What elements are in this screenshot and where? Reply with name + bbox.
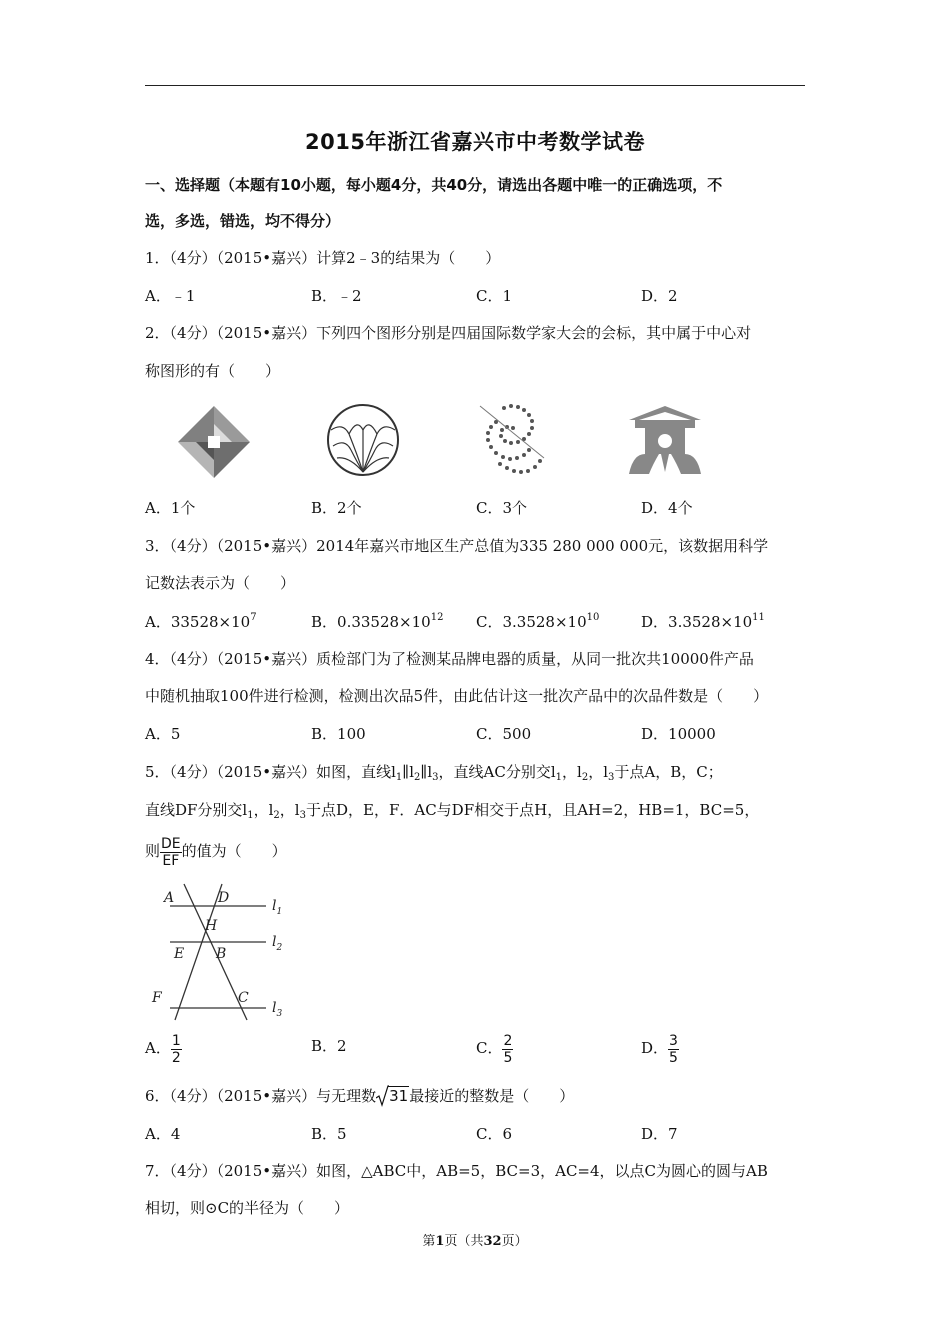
q6-stem-b: 最接近的整数是（ ）: [409, 1087, 575, 1105]
q5-stem-line1: [145, 762, 723, 782]
label-a: A: [164, 890, 175, 906]
option-fraction: [171, 1033, 182, 1066]
footer-page-number: 1: [435, 1234, 445, 1249]
sqrt-sign-icon: [376, 1085, 389, 1107]
q4-stem-line2: 中随机抽取100件进行检测，检测出次品5件，由此估计这一批次产品中的次品件数是（ ）: [145, 687, 769, 705]
q2-stem-line2: 称图形的有（ ）: [145, 362, 281, 380]
q2-option-c: C．3个: [476, 499, 528, 517]
q3-option-a-exp: 7: [250, 612, 257, 623]
radicand: 31: [389, 1087, 409, 1105]
label-d: D: [218, 890, 230, 906]
q5-stem1-d: ，直线AC分别交l: [438, 763, 556, 781]
q5-stem2-c: ，l: [279, 801, 300, 819]
q5-option-a: [145, 1030, 182, 1066]
q3-option-d: [641, 612, 765, 632]
circle-arcs-logo-icon: [323, 400, 403, 480]
fraction-denominator: 2: [171, 1049, 181, 1066]
pagoda-logo-icon: [625, 402, 705, 478]
option-label: C．: [476, 1039, 503, 1057]
q4-option-b: B．100: [311, 725, 366, 743]
label-b: B: [216, 946, 227, 962]
label-index: 2: [276, 943, 283, 953]
q3-option-a-label: A．: [145, 613, 171, 631]
footer-text: 页）: [501, 1234, 528, 1249]
q5-stem-line2: [145, 800, 759, 820]
option-fraction: [502, 1033, 513, 1066]
q5-stem3-b: 的值为（ ）: [181, 842, 287, 860]
q3-option-d-exp: 11: [752, 612, 765, 623]
q5-sub: 1: [395, 772, 403, 783]
q3-option-b-base: 0.33528×10: [337, 613, 431, 631]
option-label: A．: [145, 1039, 171, 1057]
q1-option-b: B．﹣2: [311, 287, 362, 305]
q1-option-a: A．﹣1: [145, 287, 196, 305]
fraction-numerator: 2: [503, 1032, 513, 1049]
q2-option-b: B．2个: [311, 499, 362, 517]
q4-stem-line1: 4．（4分）（2015•嘉兴）质检部门为了检测某品牌电器的质量，从同一批次共10000件产品: [145, 650, 754, 668]
q5-sub: 1: [555, 772, 562, 783]
q1-option-c: C．1: [476, 287, 513, 305]
footer-text: 第: [422, 1234, 436, 1249]
q5-stem1-g: 于点A，B，C；: [614, 763, 723, 781]
q5-sub: 2: [273, 810, 280, 821]
dotted-spiral-logo-icon: [474, 400, 554, 480]
q5-sub: 3: [432, 772, 439, 783]
q4-option-c: C．500: [476, 725, 532, 743]
q3-option-a-base: 33528×10: [170, 613, 251, 631]
q1-option-d: D．2: [641, 287, 678, 305]
q6-stem-a: 6．（4分）（2015•嘉兴）与无理数: [145, 1087, 377, 1105]
option-value: 2: [337, 1037, 347, 1055]
label-e: E: [174, 946, 185, 962]
q5-option-d: [641, 1030, 679, 1066]
option-label: B．: [311, 1037, 338, 1055]
footer-text: 页（共: [444, 1234, 484, 1249]
label-index: 3: [276, 1009, 283, 1019]
q5-stem1-a: 5．（4分）（2015•嘉兴）如图，直线l: [145, 763, 396, 781]
section-heading-line2: 选，多选，错选，均不得分）: [145, 212, 341, 230]
label-l2: [272, 934, 282, 953]
q5-stem1-c: ∥l: [420, 763, 433, 781]
label-h: H: [205, 918, 218, 934]
q3-option-b-exp: 12: [430, 612, 444, 623]
fraction-denominator: 5: [503, 1049, 513, 1066]
q6-option-d: D．7: [641, 1125, 678, 1143]
q7-stem-line1: 7．（4分）（2015•嘉兴）如图，△ABC中，AB=5，BC=3，AC=4，以点C为圆心的圆与AB: [145, 1162, 768, 1180]
q5-stem1-b: ∥l: [402, 763, 415, 781]
q6-option-a: A．4: [145, 1125, 181, 1143]
q3-option-b: [311, 612, 443, 632]
q5-stem1-f: ，l: [588, 763, 608, 781]
fraction-numerator: DE: [161, 835, 181, 852]
q5-stem1-e: ，l: [562, 763, 582, 781]
q3-option-d-base: 3.3528×10: [668, 613, 753, 631]
q2-option-d: D．4个: [641, 499, 693, 517]
q3-option-b-label: B．: [311, 613, 338, 631]
q4-option-d: D．10000: [641, 725, 716, 743]
footer-total-pages: 32: [483, 1234, 502, 1249]
q2-stem-line1: 2．（4分）（2015•嘉兴）下列四个图形分别是四届国际数学家大会的会标，其中属于中心对: [145, 324, 752, 342]
q2-option-a: A．1个: [145, 499, 196, 517]
q3-option-c: [476, 612, 599, 632]
fraction-numerator: 3: [669, 1032, 678, 1049]
q5-stem2-a: 直线DF分别交l: [145, 801, 248, 819]
label-l: l: [272, 898, 277, 914]
section-heading-line1: 一、选择题（本题有10小题，每小题4分，共40分，请选出各题中唯一的正确选项，不: [145, 176, 723, 194]
label-index: 1: [276, 907, 283, 917]
label-l: l: [272, 1000, 277, 1016]
option-fraction: [668, 1033, 679, 1066]
pinwheel-logo-icon: [176, 404, 252, 480]
page-title: 2015年浙江省嘉兴市中考数学试卷: [305, 130, 645, 154]
q3-option-c-base: 3.3528×10: [502, 613, 587, 631]
q5-option-c: [476, 1030, 513, 1066]
q3-option-d-label: D．: [641, 613, 669, 631]
fraction-denominator: 5: [669, 1049, 678, 1066]
q6-stem: [145, 1086, 574, 1106]
q5-sub: 1: [247, 810, 254, 821]
q3-option-a: [145, 612, 257, 632]
q3-option-c-label: C．: [476, 613, 503, 631]
q5-stem2-d: 于点D，E，F．AC与DF相交于点H，且AH=2，HB=1，BC=5，: [305, 801, 760, 819]
label-c: C: [238, 990, 249, 1006]
q5-stem3-a: 则: [145, 842, 161, 860]
page-footer: [0, 1230, 950, 1249]
label-l1: [272, 898, 282, 917]
q7-stem-line2: 相切，则⊙C的半径为（ ）: [145, 1199, 350, 1217]
q1-stem: 1．（4分）（2015•嘉兴）计算2﹣3的结果为（ ）: [145, 249, 501, 267]
q5-option-b: [311, 1036, 347, 1056]
header-rule: [145, 85, 805, 86]
q5-stem2-b: ，l: [253, 801, 274, 819]
fraction-numerator: 1: [171, 1032, 181, 1049]
q3-option-c-exp: 10: [586, 612, 600, 623]
fraction-denominator: EF: [162, 852, 180, 869]
q5-stem-line3: [145, 834, 287, 869]
q5-sub: 2: [414, 772, 421, 783]
sqrt-expression: [376, 1086, 409, 1106]
q3-stem-line1: 3．（4分）（2015•嘉兴）2014年嘉兴市地区生产总值为335 280 000 000元，该数据用科学: [145, 537, 769, 555]
q5-sub: 3: [299, 810, 306, 821]
q6-option-c: C．6: [476, 1125, 513, 1143]
q4-option-a: A．5: [145, 725, 181, 743]
q5-sub: 2: [581, 772, 589, 783]
q5-sub: 3: [608, 772, 615, 783]
q3-stem-line2: 记数法表示为（ ）: [145, 574, 296, 592]
label-l3: [272, 1000, 282, 1019]
option-label: D．: [641, 1039, 669, 1057]
de-over-ef-fraction: [160, 836, 182, 869]
q6-option-b: B．5: [311, 1125, 347, 1143]
label-l: l: [272, 934, 277, 950]
parallel-lines-diagram: [140, 880, 300, 1022]
label-f: F: [152, 990, 162, 1006]
